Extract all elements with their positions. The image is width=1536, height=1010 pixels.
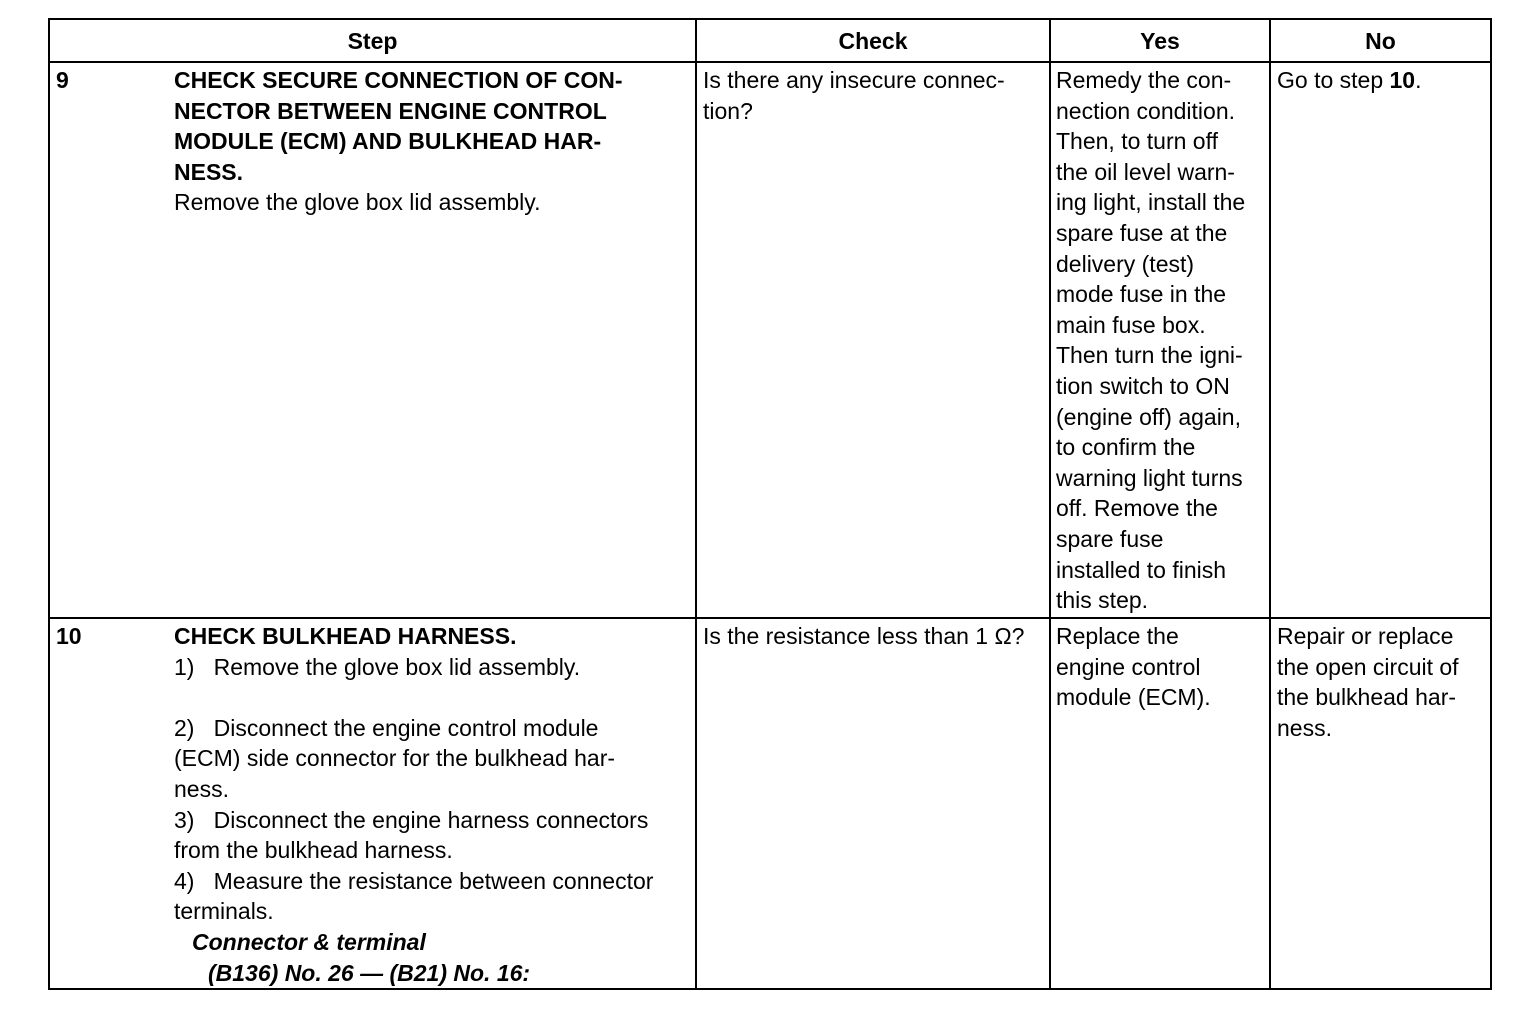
- yes-line: tion switch to ON: [1056, 372, 1230, 399]
- no-text-suffix: .: [1415, 67, 1422, 93]
- yes-line: the oil level warn-: [1056, 158, 1235, 185]
- no-cell: [1277, 621, 1489, 743]
- step-link-number: 10: [1389, 67, 1416, 93]
- check-line: Is there any insecure connec-: [703, 67, 1005, 93]
- yes-cell: [1056, 65, 1268, 616]
- yes-line: Then turn the igni-: [1056, 342, 1243, 369]
- step-title-line: NECTOR BETWEEN ENGINE CONTROL: [174, 97, 607, 124]
- step-item-4-cont: terminals.: [174, 898, 274, 925]
- header-no: No: [1365, 28, 1396, 54]
- connector-label: Connector & terminal: [192, 928, 426, 955]
- step-title: CHECK BULKHEAD HARNESS.: [174, 623, 517, 649]
- step-item-3: 3) Disconnect the engine harness connectors: [174, 806, 649, 833]
- column-divider: [1049, 20, 1051, 988]
- step-item-4: 4) Measure the resistance between connector: [174, 867, 654, 894]
- yes-line: warning light turns: [1056, 464, 1243, 491]
- no-line: Repair or replace: [1277, 623, 1454, 649]
- step-item-3-cont: from the bulkhead harness.: [174, 837, 453, 864]
- step-content: [174, 65, 689, 218]
- row-divider: [50, 617, 1490, 619]
- column-divider: [1269, 20, 1271, 988]
- yes-cell: [1056, 621, 1268, 713]
- spacer: [174, 682, 694, 713]
- yes-line: Then, to turn off: [1056, 128, 1218, 155]
- no-text: Go to step: [1277, 67, 1390, 93]
- step-title-line: NESS.: [174, 158, 244, 185]
- yes-line: nection condition.: [1056, 97, 1236, 124]
- yes-line: delivery (test): [1056, 250, 1195, 277]
- header-yes: Yes: [1140, 28, 1180, 54]
- step-item-2-cont: ness.: [174, 775, 229, 802]
- connector-value: (B136) No. 26 — (B21) No. 16:: [208, 959, 531, 986]
- yes-line: spare fuse: [1056, 525, 1164, 552]
- yes-line: ing light, install the: [1056, 189, 1246, 216]
- step-item-2-cont: (ECM) side connector for the bulkhead har-: [174, 745, 616, 772]
- yes-line: Remedy the con-: [1056, 67, 1232, 93]
- step-title-line: CHECK SECURE CONNECTION OF CON-: [174, 67, 623, 93]
- header-check: Check: [838, 28, 908, 54]
- yes-line: module (ECM).: [1056, 684, 1211, 711]
- yes-line: mode fuse in the: [1056, 281, 1227, 308]
- yes-line: to confirm the: [1056, 434, 1196, 461]
- yes-line: engine control: [1056, 653, 1201, 680]
- no-line: the bulkhead har-: [1277, 684, 1457, 711]
- step-item-1: 1) Remove the glove box lid assembly.: [174, 653, 581, 680]
- no-cell: [1277, 65, 1489, 96]
- yes-line: (engine off) again,: [1056, 403, 1241, 430]
- yes-line: installed to finish: [1056, 556, 1227, 583]
- step-number: 9: [56, 67, 69, 93]
- yes-line: Replace the: [1056, 623, 1179, 649]
- no-line: ness.: [1277, 714, 1332, 741]
- no-line: the open circuit of: [1277, 653, 1459, 680]
- check-cell: [703, 65, 1047, 126]
- step-item-2: 2) Disconnect the engine control module: [174, 714, 599, 741]
- step-number: 10: [56, 623, 82, 649]
- step-content: [174, 621, 694, 988]
- yes-line: this step.: [1056, 587, 1149, 614]
- check-cell: Is the resistance less than 1 Ω?: [703, 623, 1025, 649]
- step-instruction: Remove the glove box lid assembly.: [174, 189, 541, 216]
- yes-line: spare fuse at the: [1056, 219, 1228, 246]
- step-title-line: MODULE (ECM) AND BULKHEAD HAR-: [174, 128, 602, 155]
- yes-line: main fuse box.: [1056, 311, 1206, 338]
- column-divider: [695, 20, 697, 988]
- yes-line: off. Remove the: [1056, 495, 1218, 522]
- diagnostic-table: [48, 18, 1492, 990]
- header-step: Step: [347, 28, 398, 54]
- check-line: tion?: [703, 97, 753, 124]
